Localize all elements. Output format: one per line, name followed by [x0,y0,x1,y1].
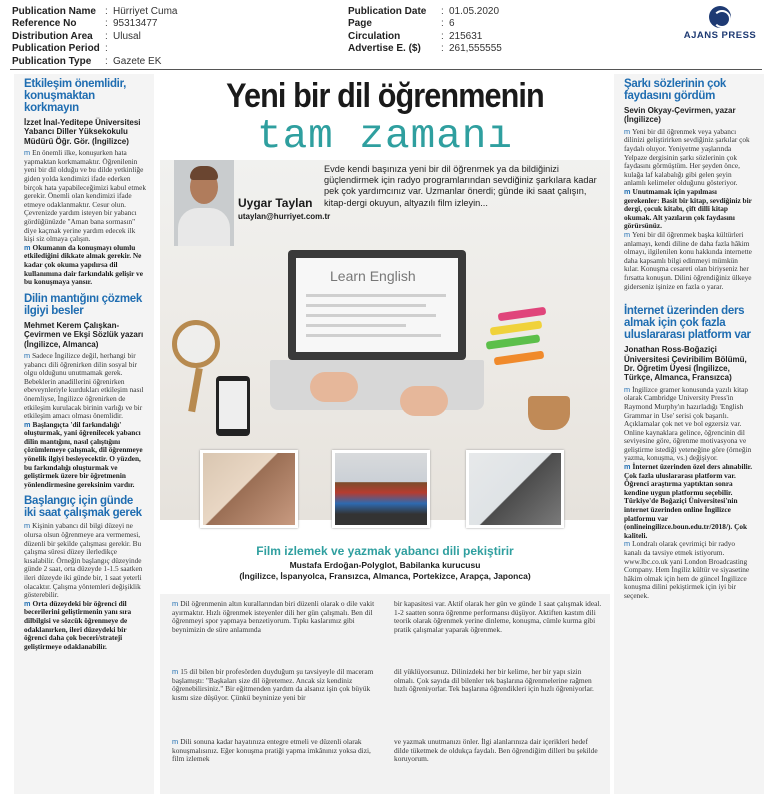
header-left-fields [12,6,177,68]
paragraph: m Dili sonuna kadar hayatınıza entegre etmeli ve düzenli olarak konuşmalısınız. Eğer konuşma pratiği yapma imkânınız yoksa dizi, film izlemek [172,737,371,764]
paragraph-marker-icon: m [624,462,633,472]
left-sidebar [14,74,154,794]
paragraph: m Orta düzeydeki bir öğrenci dil becerilerini geliştirmenin yanı sıra dilbilgisi ve sözcük öğrenmeye de odaklanırken, ileri düzeydeki bir öğrenci daha çok beceri/strateji geliştirmeye odaklanabilir. [24,598,132,651]
marker-icon [490,320,543,335]
paragraph: m Yeni bir dil öğrenmek başka kültürleri anlamayı, kendi diline de daha fazla hâkim olmayı, ilgilenilen konu hakkında internette daha kapsamlı bilgi edinmeyi mümkün kılar. Konuşma cesareti olan biriyseniz her fırsatta konuşun. Dilini öğrendiğiniz ülkeye giderseniz işinize en fazla o yarar. [624,229,752,291]
right-sidebar [614,74,764,794]
paragraph: m Dil öğrenmenin altın kurallarından biri düzenli olarak o dile vakit ayırmaktır. Hızlı öğrenmek isteyenler dili her gün çalışmalı. Ben dil öğrenmeyi spor yapmaya benzetiyorum. Tıpkı kaslarımız gibi beynimizin de süre anlamında [172,599,375,635]
paragraph: m Sadece İngilizce değil, herhangi bir yabancı dili öğrenirken dilin sosyal bir olgu olduğunu unutmamak gerek. Bebeklerin anadillerini öğrenirken ebeveynleriyle kurdukları etkileşim nasıl önemliyse, İngilizce öğrenirken de etkileşim kurulacak birinin varlığı ve bir etkileşim amacı olması önemlidir. [24,350,144,421]
paragraph: m Unutmamak için yapılması gerekenler: Basit bir kitap, sevdiğiniz bir dergi, çocuk kitabı, çift dilli kitap okumak. Alt yazıların çok faydasını görürsünüz. [624,186,752,231]
paragraph-marker-icon: m [624,229,633,239]
header-field: Reference No : 95313477 [12,18,158,30]
header-field: Publication Period : [12,43,108,55]
sub-title: Film izlemek ve yazmak yabancı dili pekiştirir [256,544,514,558]
section-byline: Mehmet Kerem Çalışkan-Çevirmen ve Ekşi Sözlük yazarı (İngilizce, Almanca) [24,320,144,349]
photo-thumbnail [466,450,564,528]
author-photo [174,160,234,246]
article-title: Yeni bir dil öğrenmenin [226,77,544,115]
header-field: Publication Name : Hürriyet Cuma [12,6,178,17]
header-divider [10,69,762,70]
clipping-header [12,6,762,68]
header-right-fields [348,6,502,56]
section-byline: İzzet İnal-Yeditepe Üniversitesi Yabancı Diller Yüksekokulu Müdürü Öğr. Gör. (İngilizce) [24,118,141,146]
paragraph-marker-icon: m [24,598,33,608]
paragraph-marker-icon: m [172,737,181,746]
paragraph-marker-icon: m [24,242,33,252]
laptop-icon [288,250,466,360]
paragraph-marker-icon: m [24,521,33,531]
author-email: utaylan@hurriyet.com.tr [238,212,331,221]
paragraph-marker-icon: m [624,186,633,196]
paragraph: bir kapasitesi var. Aktif olarak her gün ve günde 1 saat çalışmak ideal. 1-2 saatten sonra öğrenme performansı düşüyor. Aktiften kastım dili teorik olarak öğrenmek yerine dinleme, konuşma, cümle kurma gibi pratik çalışmalar yaparak öğrenmek. [394,599,602,635]
tea-cup-icon [528,396,570,430]
paragraph: m Londralı olarak çevrimiçi bir radyo kanalı da tavsiye etmek istiyorum. www.lbc.co.uk yani London Broadcasting Company. Hem İngiliz kültür ve siyasetine hâkim olmak için hem de güncel İngilizce konuşma dilini pekiştirmek için iyi bir seçenek. [624,539,750,600]
article-title-accent: tam zamanı [256,114,514,160]
section-title: Etkileşim önemlidir, konuşmaktan korkmayın [24,78,127,114]
ajans-press-logo-icon [709,6,731,28]
section-title: Başlangıç için günde iki saat çalışmak gerek [24,495,142,520]
author-name: Uygar Taylan [238,196,313,210]
paragraph: m Okumanın da konuşmayı olumlu etkilediğini dikkate almak gerekir. Ne kadar çok okuma yapılırsa dil kullanımına dair farkındalık gelişir ve bu konuşmaya yansır. [24,242,143,287]
paragraph-marker-icon: m [24,419,33,429]
paragraph-marker-icon: m [624,384,633,394]
paragraph: m İnternet üzerinden özel ders alınabilir. Çok fazla uluslararası platform var. Öğrenci araştırma yaptıktan sonra kendine uygun platformu seçebilir. Türkiye'de Boğaziçi Üniversitesi'nin internet üzerinden online İngilizce platformu var (onlineingilizce.boun.edu.tr/2018/). Çok kaliteli. [624,462,753,540]
paragraph-marker-icon: m [24,350,33,360]
section-title: Dilin mantığını çözmek ilgiyi besler [24,292,143,317]
article-intro: Evde kendi başınıza yeni bir dil öğrenmek ya da bildiğinizi güçlendirmek için radyo programlarından sevdiğiniz şarkılara kadar pek çok yardımcınız var. Uzmanlar önerdi; günde iki saat çalışın, kitap-dergi okuyun, altyazılı film izleyin... [324,164,597,208]
header-field: Publication Date : 01.05.2020 [348,6,500,17]
header-field: Page : 6 [348,18,455,30]
section-byline: Sevin Okyay-Çevirmen, yazar (İngilizce) [624,106,736,125]
laptop-screen-text: Learn English [330,268,416,284]
paragraph: dil yüklüyorsunuz. Dilinizdeki her bir kelime, her bir yapı sizin olmalı. Çok sayıda dil bilenler tek başlarına öğrenmelerine rağmen hızlı öğreniyorlar. Tek başlarına öğrendikleri için hızlı öğreniyorlar. [394,667,594,694]
paragraph: m Kişinin yabancı dil bilgi düzeyi ne olursa olsun öğrenmeye ara vermemesi, düzenli bir şekilde çalışması gerekir. Bu çalışma süresi düzey ilerledikçe kısalabilir. Örneğin başlangıç düzeyinde günde 2 saat, orta düzeyde 1-1.5 saatken ileri düzeyde iki günde bir, 1 saat yeterli olacaktır. Çalışma yöntemleri değişiklik gösterebilir. [24,521,143,600]
paragraph-marker-icon: m [624,539,633,549]
paragraph: m 15 dil bilen bir profesörden duyduğum şu tavsiyeyle dil maceram başlamıştı: "Başkaları size dil öğretemez. Ancak siz kendiniz öğrenebilirsiniz." Bir eğitmenden yardım da alsanız işin çok büyük kısmı size düşüyor. Çünkü beyninize yeni bir [172,667,374,703]
header-field: Distribution Area : Ulusal [12,30,141,42]
paragraph-marker-icon: m [624,126,633,136]
marker-icon [486,334,541,349]
marker-icon [494,351,545,366]
magnifier-icon [172,320,220,368]
marker-icon [498,307,547,322]
photo-thumbnail [332,450,430,528]
photo-thumbnail [200,450,298,528]
header-field: Circulation : 215631 [348,30,483,42]
paragraph-marker-icon: m [172,599,181,608]
paragraph: ve yazmak unutmanızı önler. İlgi alanlarınıza dair içerikleri hedef dilde tüketmek de oldukça faydalı. Ben öğrendiğim dilleri bu şekilde koruyorum. [394,737,598,764]
paragraph: m En önemli ilke, konuşurken hata yapmaktan korkmamaktır. Öğrenilenin yeni bir dil olduğu ve bu dilde yetkinliğe giden yolda kendimizi ifade ederken birçok hata yapabileceğimizi kabul etmek gerekir. Önemli olan kendimizi ifade etmeye odaklanmaktır. Cesur olun. Çevrenizde yardım isteyen bir yabancı gördüğünüzde "Aman bana sormasın" diye kaçmak yerine yardım edecek ilk kişi siz olmaya çalışın. [24,148,146,244]
section-title: Şarkı sözlerinin çok faydasını gördüm [624,78,727,102]
paragraph: m İngilizce gramer konusunda yazılı kitap olarak Cambridge University Press'in Raymond Murphy'ın hazırladığı 'English Grammar in Use' serisi çok başarılı. Açıklamalar çok net ve bol egzersiz var. Online kaynaklara gelince, öğrencinin dil seviyesine göre, öğrenme motivasyona ve geliştirme istediği yeteneğine göre (örneğin yazma, konuşma, vs.) değişiyor. [624,384,752,463]
section-title: İnternet üzerinden ders almak için çok fazla uluslararası platform var [624,305,751,342]
section-byline: Jonathan Ross-Boğaziçi Üniversitesi Çeviribilim Bölümü, Dr. Öğretim Üyesi (İngilizce, Türkçe, Almanca, Fransızca) [624,345,747,383]
paragraph: m Yeni bir dil öğrenmek veya yabancı dilinizi geliştirirken sevdiğiniz şarkılar çok faydalı oluyor. Yeniyetme yaşlarında Yelpaze dergisinin şarkı sözlerinin çok faydasını görmüştüm. Her şeyden önce, kulağa laf kalabalığı gibi gelen şeyin anlamlı kelimeler olduğunu gösteriyor. [624,126,750,188]
paragraph-marker-icon: m [172,667,181,676]
paragraph-marker-icon: m [24,148,33,158]
header-field: Publication Type : Gazete EK [12,55,162,67]
phone-icon [216,376,250,436]
sub-byline: Mustafa Erdoğan-Polyglot, Babilanka kurucusu [289,560,481,570]
article-body [160,594,610,794]
header-field: Advertise E. ($) : 261,555555 [348,43,502,55]
main-article [160,74,610,794]
sub-byline-languages: (İngilizce, İspanyolca, Fransızca, Almanca, Portekizce, Arapça, Japonca) [239,571,531,581]
paragraph: m Başlangıçta 'dil farkındalığı' oluşturmak, yani öğrenilecek yabancı dilin mantığını, nasıl çalıştığını çözümlemeye çalışmak, dil öğrenmeye yönelik ilgiyi besleyecektir. O yüzden, bu farkındalığı oluşturmak ve geliştirmek üzere bir öğretmenin yönlendirmesine gereksinim vardır. [24,419,143,489]
ajans-press-logo: AJANS PRESS [680,6,760,41]
